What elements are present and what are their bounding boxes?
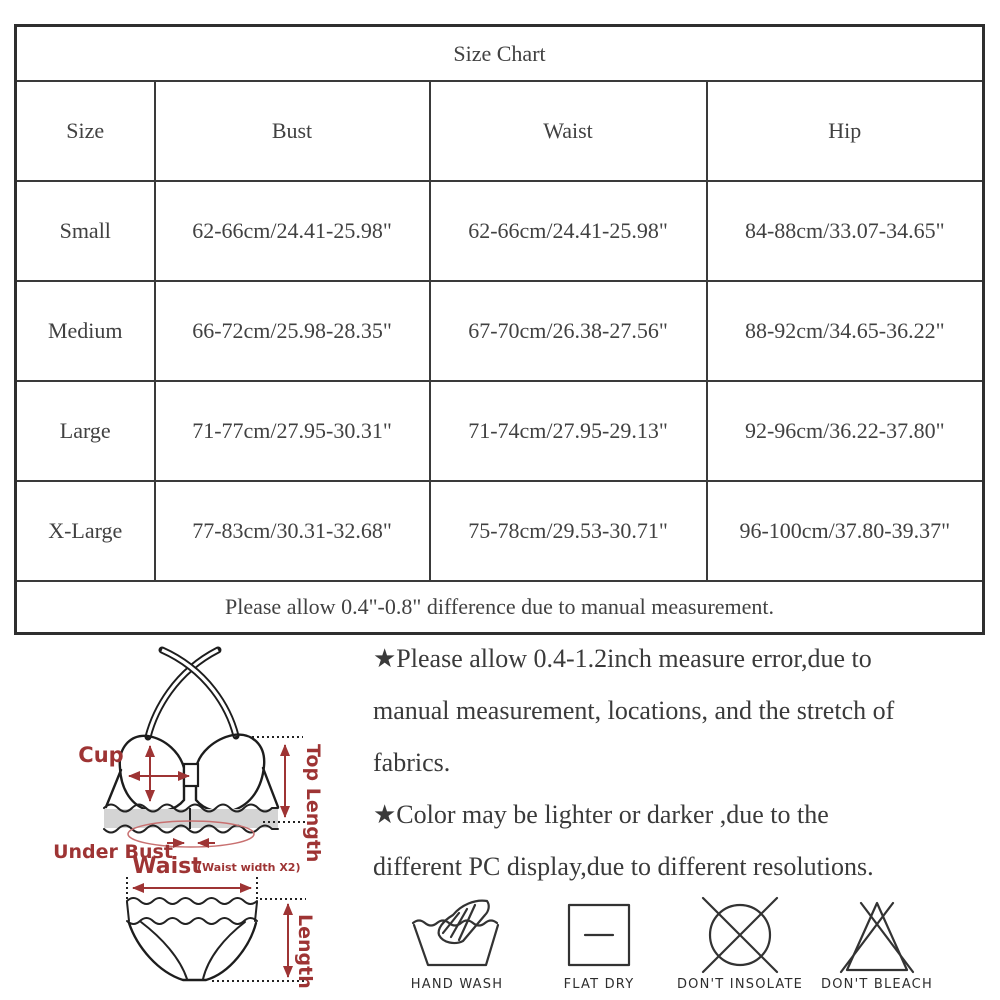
note-line: different PC display,due to different resolutions.	[373, 852, 874, 881]
hand-wash-icon	[413, 901, 498, 965]
table-title-row	[16, 26, 984, 82]
column-header-hip: Hip	[707, 81, 984, 181]
waist-cell: 67-70cm/26.38-27.56"	[430, 281, 707, 381]
care-instructions	[395, 895, 995, 995]
size-label-cell: Large	[16, 381, 155, 481]
waist-label: Waist	[132, 854, 202, 879]
dont-bleach-icon	[841, 903, 913, 972]
note-line: ★Please allow 0.4-1.2inch measure error,due to	[373, 644, 872, 673]
column-header-bust: Bust	[155, 81, 430, 181]
table-header-row	[16, 81, 984, 181]
table-footnote: Please allow 0.4"-0.8" difference due to manual measurement.	[16, 581, 984, 634]
size-chart-table	[14, 24, 985, 635]
table-row	[16, 381, 984, 481]
dont-insolate-label: DON'T INSOLATE	[676, 977, 804, 992]
table-title: Size Chart	[16, 26, 984, 82]
cup-label: Cup	[78, 743, 124, 767]
hip-cell: 96-100cm/37.80-39.37"	[707, 481, 984, 581]
waist-cell: 62-66cm/24.41-25.98"	[430, 181, 707, 281]
hand-wash-label: HAND WASH	[410, 977, 504, 992]
under-bust-label: Under Bust	[53, 841, 173, 863]
measurement-diagram	[0, 630, 380, 1000]
notes-block	[373, 633, 998, 893]
waist-note-label: (Waist width X2)	[197, 861, 301, 874]
hip-cell: 92-96cm/36.22-37.80"	[707, 381, 984, 481]
bust-cell: 77-83cm/30.31-32.68"	[155, 481, 430, 581]
waist-cell: 75-78cm/29.53-30.71"	[430, 481, 707, 581]
bikini-bottom-illustration	[127, 898, 257, 980]
hip-cell: 84-88cm/33.07-34.65"	[707, 181, 984, 281]
dont-bleach-label: DON'T BLEACH	[821, 977, 933, 992]
table-row	[16, 181, 984, 281]
dont-insolate-icon	[703, 898, 777, 972]
note-line: ★Color may be lighter or darker ,due to the	[373, 800, 829, 829]
note-line: fabrics.	[373, 748, 451, 777]
size-label-cell: Small	[16, 181, 155, 281]
table-row	[16, 281, 984, 381]
flat-dry-icon	[569, 905, 629, 965]
waist-cell: 71-74cm/27.95-29.13"	[430, 381, 707, 481]
size-label-cell: Medium	[16, 281, 155, 381]
table-footnote-row	[16, 581, 984, 634]
hip-cell: 88-92cm/34.65-36.22"	[707, 281, 984, 381]
length-label: Length	[294, 914, 316, 989]
bust-cell: 62-66cm/24.41-25.98"	[155, 181, 430, 281]
flat-dry-label: FLAT DRY	[563, 977, 635, 992]
bust-cell: 71-77cm/27.95-30.31"	[155, 381, 430, 481]
bikini-top-illustration	[104, 650, 278, 847]
bust-cell: 66-72cm/25.98-28.35"	[155, 281, 430, 381]
column-header-size: Size	[16, 81, 155, 181]
table-row	[16, 481, 984, 581]
size-label-cell: X-Large	[16, 481, 155, 581]
top-length-label: Top Length	[302, 744, 324, 863]
note-line: manual measurement, locations, and the stretch of	[373, 696, 895, 725]
column-header-waist: Waist	[430, 81, 707, 181]
